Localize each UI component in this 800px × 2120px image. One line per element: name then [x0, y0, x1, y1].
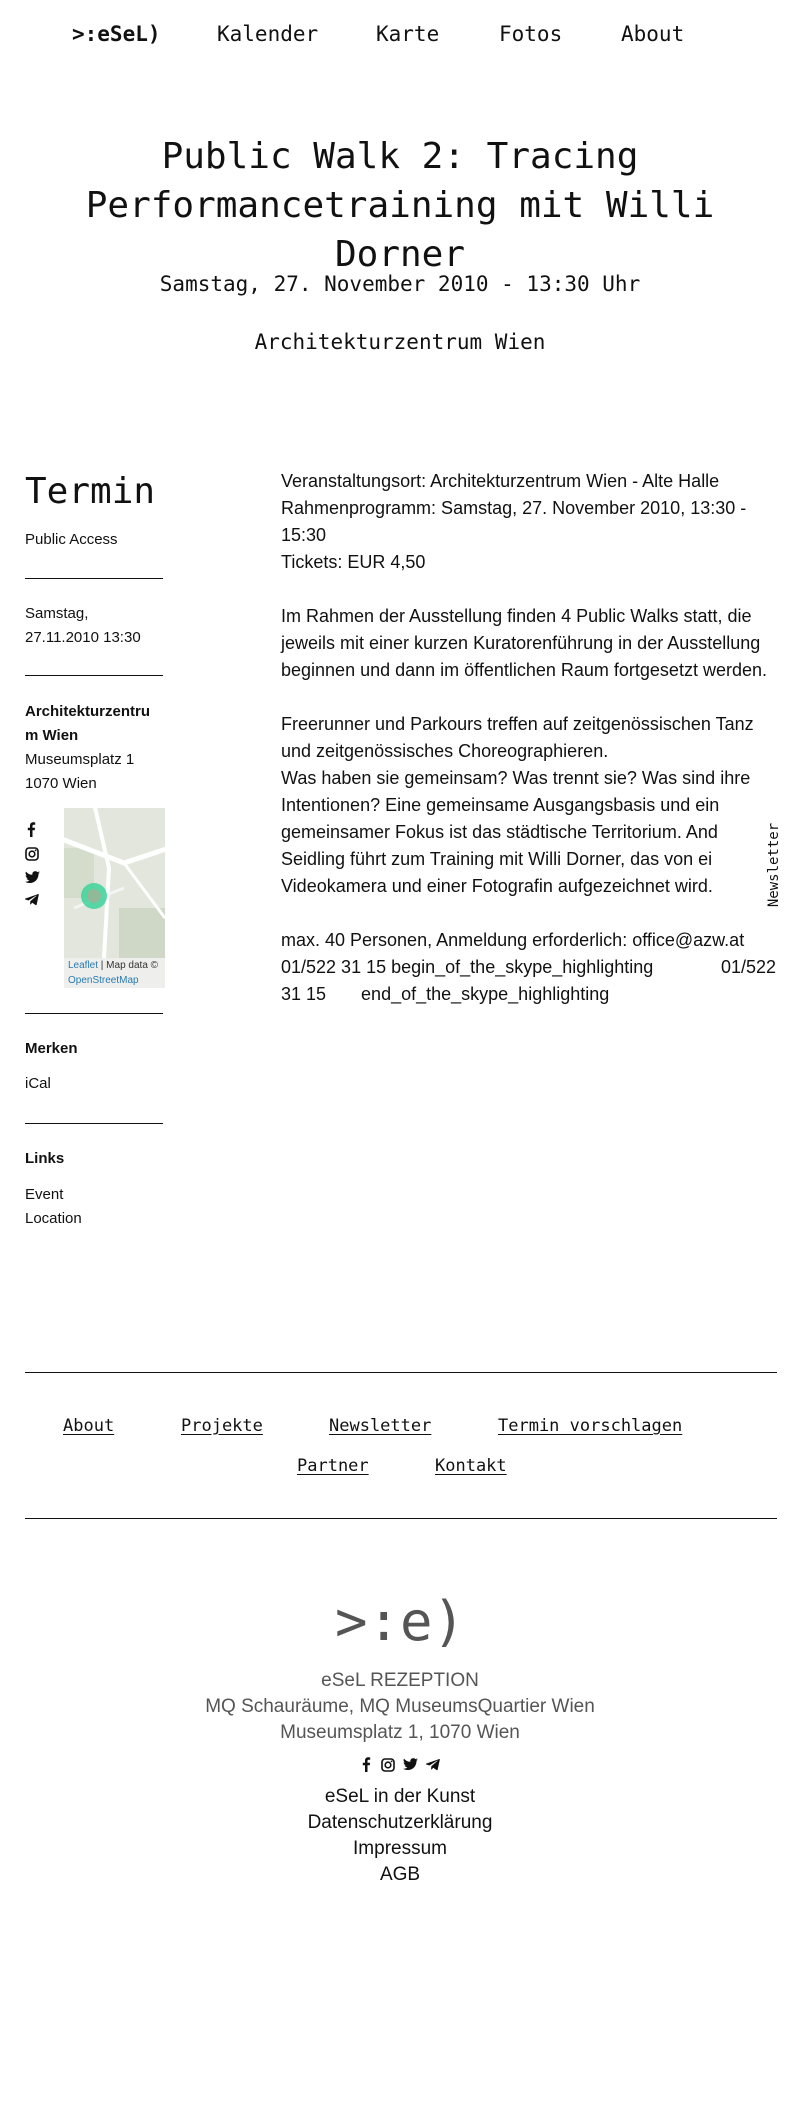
footer-divider: [25, 1372, 777, 1373]
event-title: Public Walk 2: Tracing Performancetraining mit Willi Dorner: [85, 136, 715, 275]
divider: [25, 1123, 163, 1124]
facebook-icon[interactable]: [360, 1757, 372, 1772]
footer-link-projekte[interactable]: Projekte: [181, 1416, 263, 1436]
map-tiles: [64, 808, 165, 958]
sidebar-heading: Termin: [25, 471, 156, 512]
nav-karte[interactable]: Karte: [376, 22, 440, 46]
footer-link-about[interactable]: About: [63, 1416, 115, 1436]
event-description: [281, 468, 776, 1008]
footer-link-kontakt[interactable]: Kontakt: [435, 1456, 507, 1476]
event-link[interactable]: Event: [25, 1186, 64, 1203]
description-line: 31 15 end_of_the_skype_highlighting: [281, 984, 610, 1004]
newsletter-tab-label: Newsletter: [766, 822, 783, 908]
event-sidebar: [25, 470, 163, 792]
description-line: Rahmenprogramm: Samstag, 27. November 2010, 13:30 - 15:30: [281, 498, 747, 545]
description-line: [281, 954, 776, 981]
openstreetmap-link[interactable]: OpenStreetMap: [68, 975, 139, 986]
date-line-1: Samstag,: [25, 605, 89, 622]
location-link[interactable]: Location: [25, 1210, 82, 1227]
footer-nav-impressum[interactable]: Impressum: [353, 1838, 447, 1859]
facebook-icon[interactable]: [25, 822, 37, 837]
rezeption-label: eSeL REZEPTION: [321, 1670, 479, 1691]
instagram-icon[interactable]: [381, 1758, 395, 1772]
description-paragraph: Freerunner und Parkours treffen auf zeitgenössischen Tanz und zeitgenössisches Choreographieren.: [281, 714, 754, 761]
map-attribution: [64, 958, 165, 988]
sidebar-social: [25, 822, 43, 916]
leaflet-link[interactable]: Leaflet: [68, 960, 99, 971]
event-venue: Architekturzentrum Wien: [254, 330, 546, 354]
links-heading: Links: [25, 1150, 65, 1167]
divider: [25, 578, 163, 579]
rezeption-address-1: MQ Schauräume, MQ MuseumsQuartier Wien: [205, 1696, 595, 1717]
twitter-icon[interactable]: [403, 1758, 418, 1771]
event-date: Samstag, 27. November 2010 - 13:30 Uhr: [159, 272, 641, 296]
newsletter-tab[interactable]: [760, 822, 783, 909]
footer-divider: [25, 1518, 777, 1519]
footer-nav-agb[interactable]: AGB: [379, 1864, 421, 1885]
nav-kalender[interactable]: Kalender: [217, 22, 319, 46]
date-line-2: 27.11.2010 13:30: [25, 629, 141, 646]
phone-text: 01/522 31 15 begin_of_the_skype_highlighting: [281, 957, 654, 977]
ical-link[interactable]: iCal: [25, 1075, 51, 1092]
description-line: Veranstaltungsort: Architekturzentrum Wien - Alte Halle: [281, 471, 720, 491]
description-paragraph: Was haben sie gemeinsam? Was trennt sie? Was sind ihre Intentionen? Eine gemeinsame Ausgangsbasis und ein gemeinsamer Fokus ist das städtische Territorium. And Seidling führt zum Training mit Willi Dorner, das von ei Videokamera und einer Fotografin aufgezeichnet wird.: [281, 768, 751, 896]
divider: [25, 675, 163, 676]
merken-heading: Merken: [25, 1040, 78, 1057]
site-logo[interactable]: >:eSeL): [72, 22, 161, 46]
location-name-1: Architekturzentru: [25, 703, 151, 720]
location-name-2: m Wien: [25, 727, 79, 744]
footer-link-termin-vorschlagen[interactable]: Termin vorschlagen: [498, 1416, 683, 1436]
footer-social: [356, 1757, 446, 1775]
description-line: Tickets: EUR 4,50: [281, 552, 426, 572]
rezeption-address-2: Museumsplatz 1, 1070 Wien: [280, 1722, 520, 1743]
footer-nav-datenschutz[interactable]: Datenschutzerklärung: [307, 1812, 493, 1833]
location-map[interactable]: [64, 808, 165, 988]
footer-nav-kunst[interactable]: eSeL in der Kunst: [324, 1786, 476, 1807]
description-paragraph: Im Rahmen der Ausstellung finden 4 Public Walks statt, die jeweils mit einer kurzen Kuratorenführung in der Ausstellung beginnen und dann im öffentlichen Raum fortgesetzt werden.: [281, 606, 767, 680]
map-data-text: | Map data ©: [98, 960, 159, 971]
description-line: max. 40 Personen, Anmeldung erforderlich: office@azw.at: [281, 930, 745, 950]
instagram-icon[interactable]: [25, 847, 39, 861]
footer-link-newsletter[interactable]: Newsletter: [329, 1416, 432, 1436]
divider: [25, 1013, 163, 1014]
telegram-icon[interactable]: [426, 1759, 440, 1771]
twitter-icon[interactable]: [25, 871, 40, 884]
phone-text: 01/522: [720, 957, 776, 977]
footer-logo: >:e): [334, 1590, 466, 1653]
top-navigation: [0, 22, 800, 52]
footer-link-partner[interactable]: Partner: [297, 1456, 369, 1476]
nav-about[interactable]: About: [621, 22, 685, 46]
access-label: Public Access: [25, 531, 118, 548]
address-line-2: 1070 Wien: [25, 775, 97, 792]
nav-fotos[interactable]: Fotos: [499, 22, 563, 46]
address-line-1: Museumsplatz 1: [25, 751, 135, 768]
telegram-icon[interactable]: [25, 894, 39, 906]
